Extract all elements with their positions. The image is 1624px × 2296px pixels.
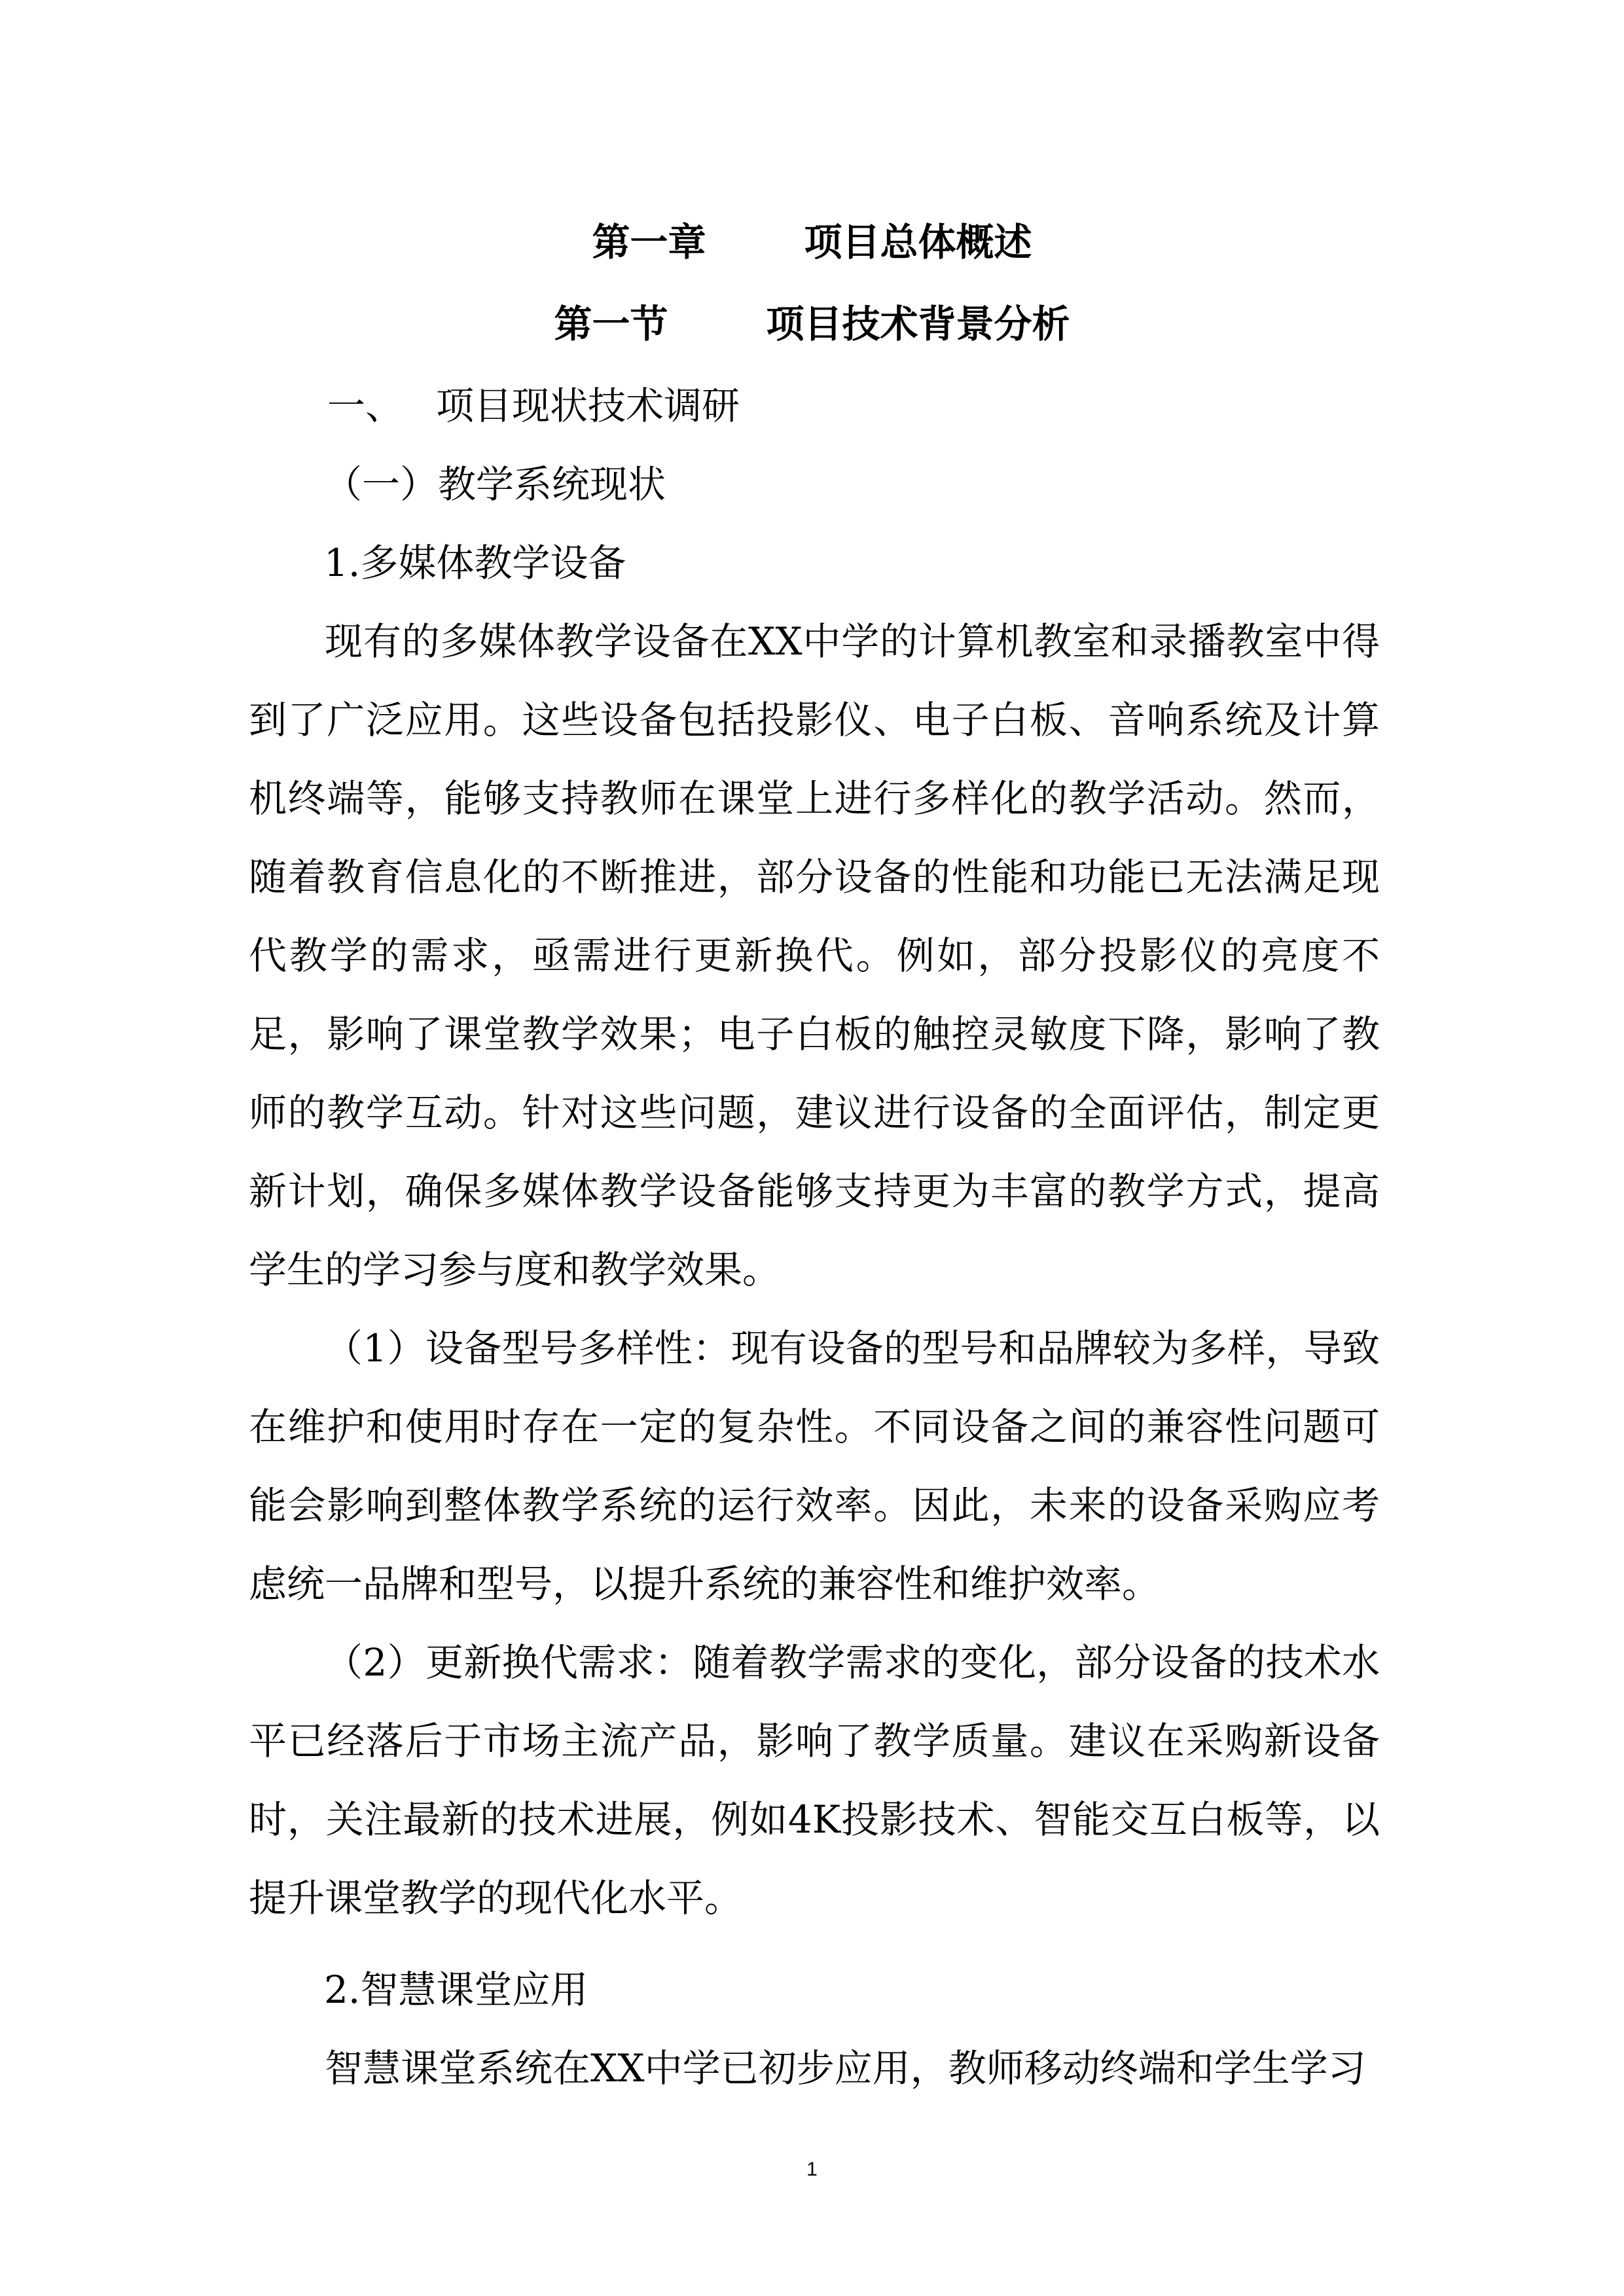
section-name: 项目技术背景分析 (766, 302, 1070, 346)
chapter-label: 第一章 (592, 220, 706, 264)
section-label: 第一节 (554, 302, 668, 346)
paragraph-device-diversity: （1）设备型号多样性：现有设备的型号和品牌较为多样，导致在维护和使用时存在一定的复杂性。不同设备之间的兼容性问题可能会影响到整体教学系统的运行效率。因此，未来的设备采购应考虑统一品牌和型号，以提升系统的兼容性和维护效率。 (249, 1326, 1380, 1606)
paragraph-upgrade-needs: （2）更新换代需求：随着教学需求的变化，部分设备的技术水平已经落后于市场主流产品，影响了教学质量。建议在采购新设备时，关注最新的技术进展，例如4K投影技术、智能交互白板等，以提升课堂教学的现代化水平。 (249, 1640, 1380, 1920)
heading-1-title: 项目现状技术调研 (436, 384, 740, 428)
paragraph-multimedia-overview: 现有的多媒体教学设备在XX中学的计算机教室和录播教室中得到了广泛应用。这些设备包括投影仪、电子白板、音响系统及计算机终端等，能够支持教师在课堂上进行多样化的教学活动。然而，随着教育信息化的不断推进，部分设备的性能和功能已无法满足现代教学的需求，亟需进行更新换代。例如，部分投影仪的亮度不足，影响了课堂教学效果；电子白板的触控灵敏度下降，影响了教师的教学互动。针对这些问题，建议进行设备的全面评估，制定更新计划，确保多媒体教学设备能够支持更为丰富的教学方式，提高学生的学习参与度和教学效果。 (249, 619, 1380, 1292)
chapter-title (0, 219, 1624, 265)
section-title (0, 301, 1624, 347)
paragraph-smart-classroom: 智慧课堂系统在XX中学已初步应用，教师移动终端和学生学习 (325, 2046, 1366, 2090)
page-number: 1 (806, 2159, 818, 2180)
heading-level-1 (327, 383, 740, 429)
heading-level-3-smart-classroom: 2.智慧课堂应用 (324, 1967, 588, 2012)
heading-1-label: 一、 (327, 384, 404, 428)
heading-level-3-multimedia: 1.多媒体教学设备 (324, 541, 626, 585)
chapter-name: 项目总体概述 (804, 220, 1032, 264)
heading-level-2: （一）教学系统现状 (324, 462, 666, 507)
